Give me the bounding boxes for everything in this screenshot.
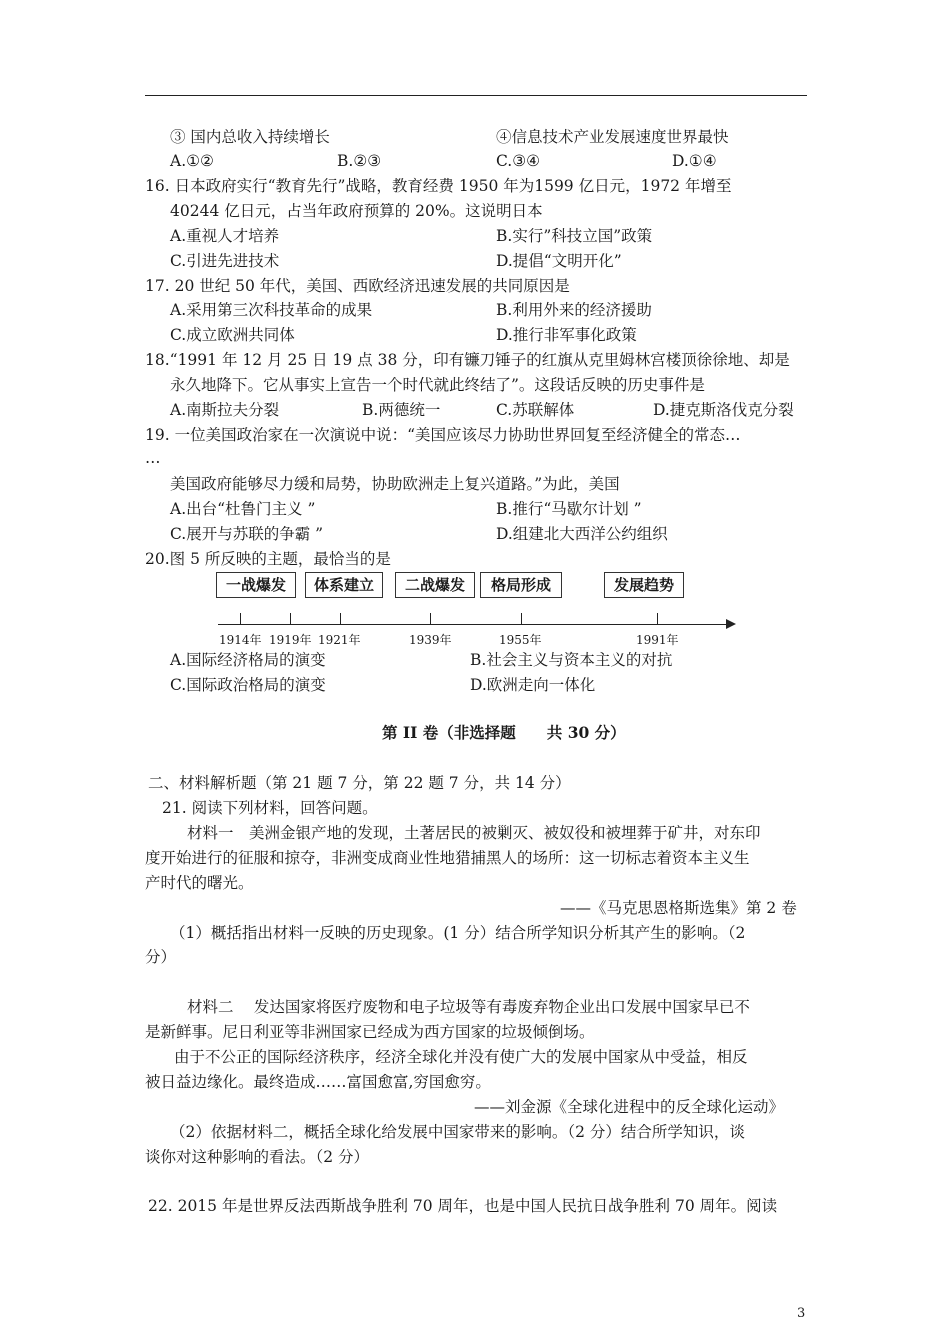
material2-line1: 材料二 发达国家将医疗废物和电子垃圾等有毒废弃物企业出口发展中国家早已不 (187, 998, 750, 1016)
timeline-year: 1955年 (499, 633, 542, 647)
q18-choice-d: D.捷克斯洛伐克分裂 (653, 401, 794, 419)
timeline-year: 1914年 (219, 633, 262, 647)
header-rule (145, 95, 807, 96)
q15-option-4: ④信息技术产业发展速度世界最快 (496, 128, 729, 146)
timeline-axis (218, 624, 728, 625)
q18-choice-a: A.南斯拉夫分裂 (170, 401, 280, 419)
timeline-label-ww1: 一战爆发 (216, 572, 296, 598)
material2-line3: 由于不公正的国际经济秩序，经济全球化并没有使广大的发展中国家从中受益，相反 (174, 1048, 748, 1066)
timeline-tick (521, 613, 522, 624)
timeline-tick (240, 613, 241, 624)
timeline-tick (340, 613, 341, 624)
timeline-year: 1991年 (636, 633, 679, 647)
material2-source: ——刘金源《全球化进程中的反全球化运动》 (474, 1098, 785, 1116)
q16-stem-line1: 16. 日本政府实行“教育先行”战略，教育经费 1950 年为1599 亿日元，1972 年增至 (145, 177, 732, 195)
material2-line2: 是新鲜事。尼日利亚等非洲国家已经成为西方国家的垃圾倾倒场。 (145, 1023, 595, 1041)
q21-part2-line2: 谈你对这种影响的看法。（2 分） (145, 1148, 370, 1166)
q20-stem: 20.图 5 所反映的主题，最恰当的是 (145, 550, 391, 568)
q15-choice-d: D.①④ (672, 152, 717, 170)
q19-stem-line2: 美国政府能够尽力缓和局势，协助欧洲走上复兴道路。”为此，美国 (170, 475, 620, 493)
q20-choice-d: D.欧洲走向一体化 (470, 676, 596, 694)
q19-stem-line1: 19. 一位美国政治家在一次演说中说：“美国应该尽力协助世界回复至经济健全的常态… (145, 426, 741, 444)
timeline-label-trend: 发展趋势 (604, 572, 684, 598)
material2-line4: 被日益边缘化。最终造成……富国愈富,穷国愈穷。 (145, 1073, 491, 1091)
q15-choice-a: A.①② (170, 152, 214, 170)
q18-choice-b: B.两德统一 (362, 401, 441, 419)
timeline-label-ww2: 二战爆发 (395, 572, 475, 598)
q15-choice-c: C.③④ (496, 152, 541, 170)
q20-choice-a: A.国际经济格局的演变 (170, 651, 326, 669)
q16-choice-d: D.提倡“文明开化” (496, 252, 622, 270)
q15-option-3: ③ 国内总收入持续增长 (170, 128, 330, 146)
timeline-tick (430, 613, 431, 624)
q19-choice-b: B.推行“马歇尔计划 ” (496, 500, 642, 518)
material1-line3: 产时代的曙光。 (145, 874, 254, 892)
q18-stem-line1: 18.“1991 年 12 月 25 日 19 点 38 分，印有镰刀锤子的红旗从克里姆林宫楼顶徐徐地、却是 (145, 351, 790, 369)
q22-stem: 22. 2015 年是世界反法西斯战争胜利 70 周年，也是中国人民抗日战争胜利 70 周年。阅读 (148, 1197, 778, 1215)
q21-part2-line1: （2）依据材料二，概括全球化给发展中国家带来的影响。（2 分）结合所学知识，谈 (170, 1123, 745, 1141)
q17-choice-d: D.推行非军事化政策 (496, 326, 637, 344)
q18-stem-line2: 永久地降下。它从事实上宣告一个时代就此终结了”。这段话反映的历史事件是 (170, 376, 705, 394)
q19-choice-a: A.出台“杜鲁门主义 ” (170, 500, 316, 518)
page-number: 3 (797, 1306, 806, 1321)
q20-choice-b: B.社会主义与资本主义的对抗 (470, 651, 673, 669)
timeline-label-pattern: 格局形成 (480, 572, 562, 598)
timeline-label-system: 体系建立 (305, 572, 383, 598)
q17-stem: 17. 20 世纪 50 年代，美国、西欧经济迅速发展的共同原因是 (145, 277, 570, 295)
q16-choice-a: A.重视人才培养 (170, 227, 280, 245)
q16-choice-b: B.实行”科技立国”政策 (496, 227, 653, 245)
timeline-year: 1939年 (409, 633, 452, 647)
q19-stem-ellipsis: … (145, 449, 161, 467)
q17-choice-a: A.采用第三次科技革命的成果 (170, 301, 373, 319)
q16-choice-c: C.引进先进技术 (170, 252, 280, 270)
q19-choice-c: C.展开与苏联的争霸 ” (170, 525, 324, 543)
material1-line1: 材料一 美洲金银产地的发现，土著居民的被剿灭、被奴役和被埋葬于矿井，对东印 (187, 824, 761, 842)
q16-stem-line2: 40244 亿日元，占当年政府预算的 20%。这说明日本 (170, 202, 543, 220)
q15-choice-b: B.②③ (337, 152, 382, 170)
part2-title: 第 II 卷（非选择题 共 30 分） (382, 723, 626, 742)
section-heading: 二、材料解析题（第 21 题 7 分，第 22 题 7 分，共 14 分） (148, 774, 571, 792)
q17-choice-b: B.利用外来的经济援助 (496, 301, 652, 319)
timeline-year: 1921年 (318, 633, 361, 647)
q20-choice-c: C.国际政治格局的演变 (170, 676, 326, 694)
q21-intro: 21. 阅读下列材料，回答问题。 (162, 799, 378, 817)
q19-choice-d: D.组建北大西洋公约组织 (496, 525, 668, 543)
material1-line2: 度开始进行的征服和掠夺，非洲变成商业性地猎捕黑人的场所：这一切标志着资本主义生 (145, 849, 750, 867)
q21-part1-line1: （1）概括指出材料一反映的历史现象。(1 分）结合所学知识分析其产生的影响。（2 (170, 924, 746, 942)
timeline-year: 1919年 (269, 633, 312, 647)
timeline-tick (657, 613, 658, 624)
q17-choice-c: C.成立欧洲共同体 (170, 326, 295, 344)
q18-choice-c: C.苏联解体 (496, 401, 575, 419)
timeline-tick (290, 613, 291, 624)
q21-part1-line2: 分） (145, 948, 177, 966)
material1-source: ——《马克思恩格斯选集》第 2 卷 (560, 899, 797, 917)
timeline-arrow (726, 619, 736, 629)
